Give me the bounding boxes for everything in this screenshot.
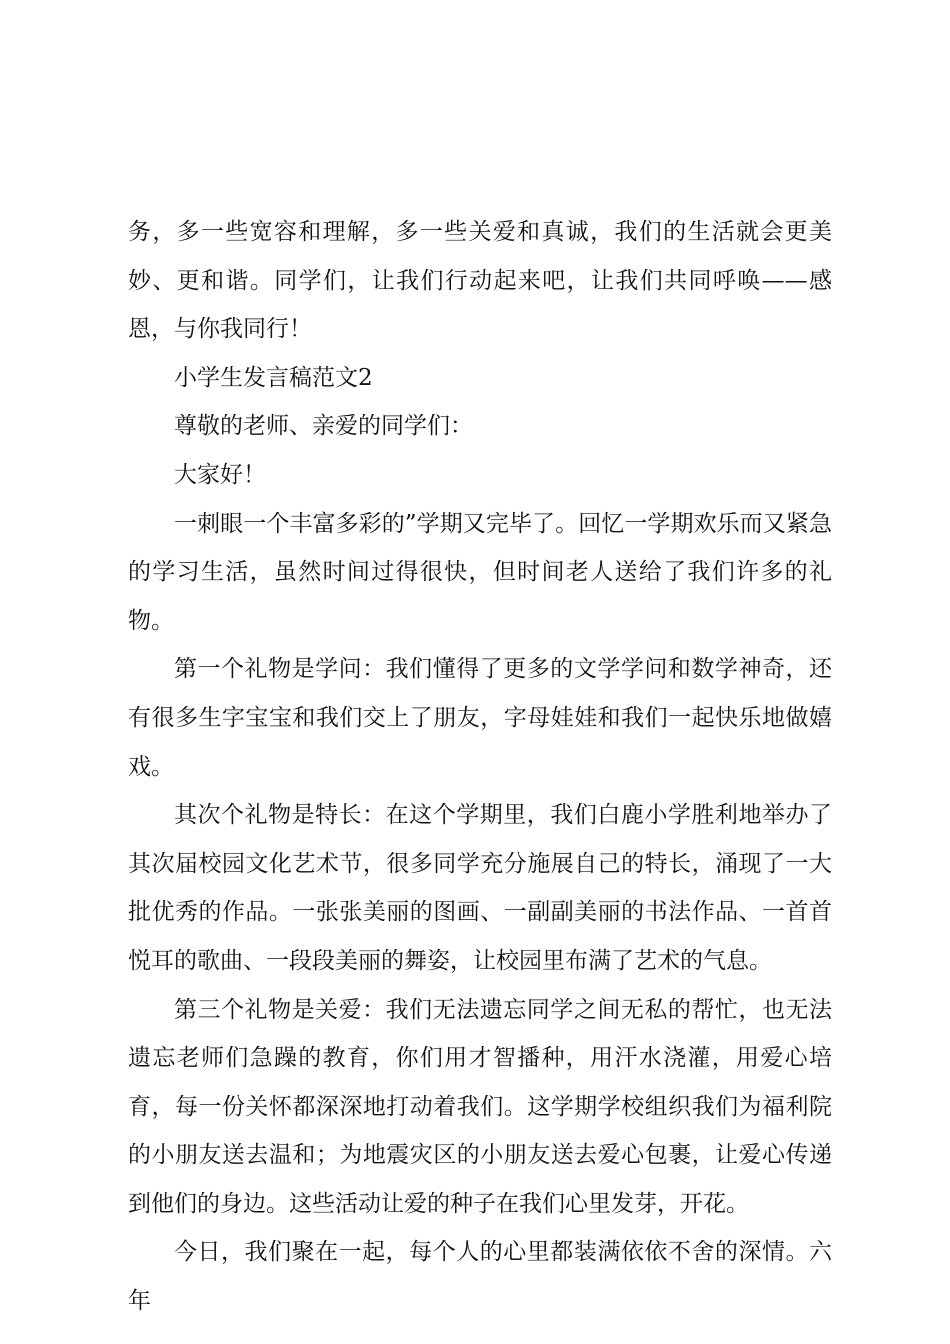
section-heading: 小学生发言稿范文2 [174,364,373,391]
paragraph-gift-two: 其次个礼物是特长：在这个学期里，我们白鹿小学胜利地举办了其次届校园文化艺术节，很多同学充分施展自己的特长，涌现了一大批优秀的作品。一张张美丽的图画、一副副美丽的书法作品、一首首悦耳的歌曲、一段段美丽的舞姿，让校园里布满了艺术的气息。 [128,802,832,974]
paragraph-continuation: 务，多一些宽容和理解，多一些关爱和真诚，我们的生活就会更美妙、更和谐。同学们，让我们行动起来吧，让我们共同呼唤——感恩，与你我同行！ [128,219,832,343]
salutation: 尊敬的老师、亲爱的同学们： [174,413,473,440]
paragraph-intro: 一刺眼一个丰富多彩的”学期又完毕了。回忆一学期欢乐而又紧急的学习生活，虽然时间过得很快，但时间老人送给了我们许多的礼物。 [128,510,832,634]
paragraph-today: 今日，我们聚在一起，每个人的心里都装满依依不舍的深情。六年 [128,1239,832,1315]
paragraph-gift-three: 第三个礼物是关爱：我们无法遗忘同学之间无私的帮忙，也无法遗忘老师们急躁的教育，你们用才智播种，用汗水浇灌，用爱心培育，每一份关怀都深深地打动着我们。这学期学校组织我们为福利院的小朋友送去温和；为地震灾区的小朋友送去爱心包裹，让爱心传递到他们的身边。这些活动让爱的种子在我们心里发芽，开花。 [128,996,832,1217]
greeting: 大家好！ [174,461,266,488]
document-body [128,208,832,1326]
paragraph-gift-one: 第一个礼物是学问：我们懂得了更多的文学学问和数学神奇，还有很多生字宝宝和我们交上了朋友，字母娃娃和我们一起快乐地做嬉戏。 [128,656,832,780]
